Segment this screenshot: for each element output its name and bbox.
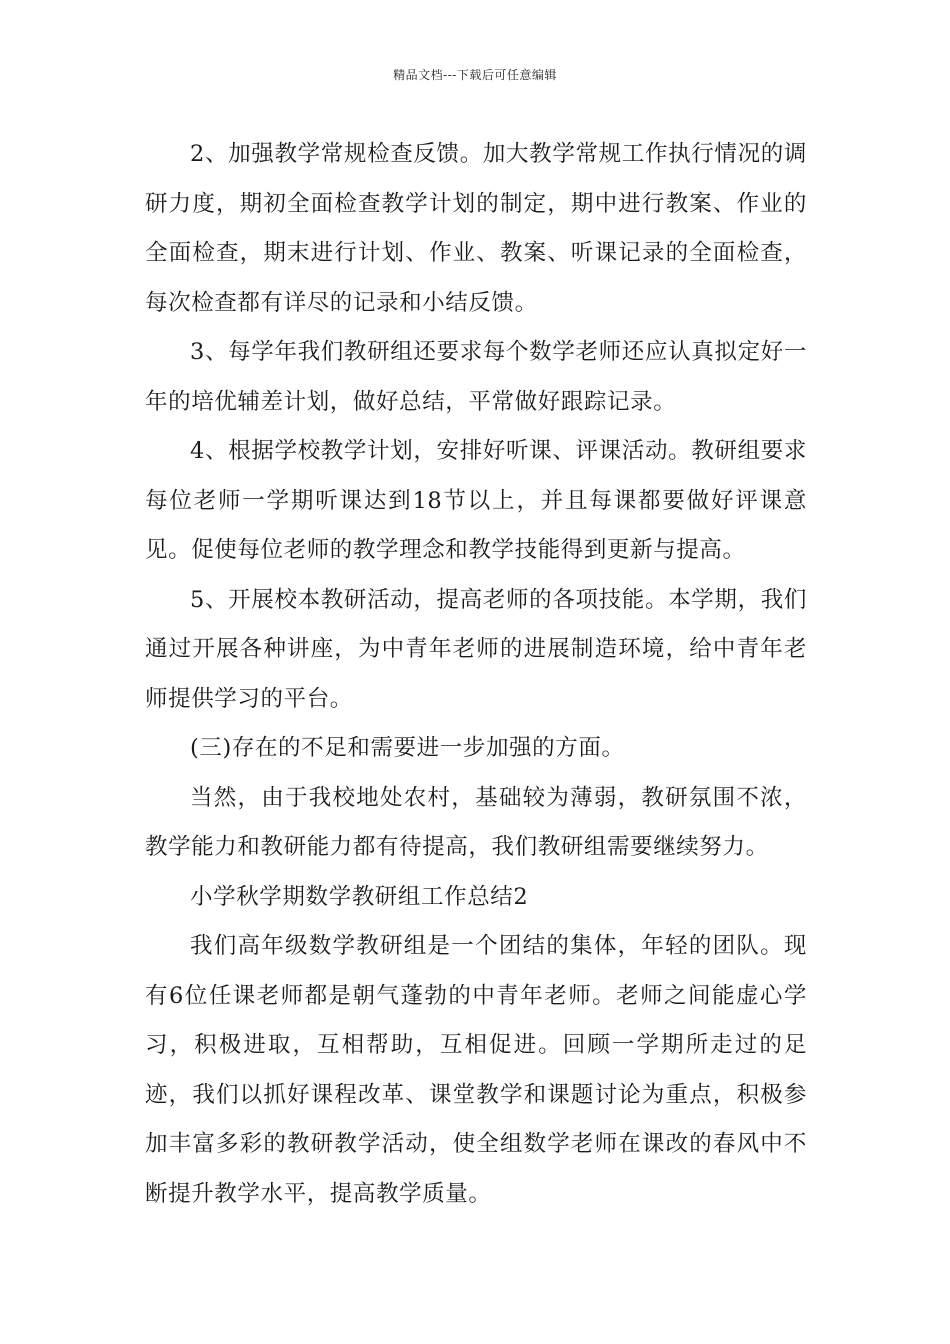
paragraph-item-2: 2、加强教学常规检查反馈。加大教学常规工作执行情况的调研力度，期初全面检查教学计划的制定，期中进行教案、作业的全面检查，期末进行计划、作业、教案、听课记录的全面检查，每次检查都有详尽的记录和小结反馈。 (145, 141, 807, 316)
paragraph-item-5: 5、开展校本教研活动，提高老师的各项技能。本学期，我们通过开展各种讲座，为中青年老师的进展制造环境，给中青年老师提供学习的平台。 (145, 586, 807, 712)
paragraph-shortcomings: 当然，由于我校地处农村，基础较为薄弱，教研氛围不浓，教学能力和教研能力都有待提高，我们教研组需要继续努力。 (145, 784, 807, 860)
document-header: 精品文档---下载后可任意编辑 (393, 68, 557, 82)
section-title-summary-2: 小学秋学期数学教研组工作总结2 (190, 883, 529, 910)
paragraph-summary-2-intro: 我们高年级数学教研组是一个团结的集体，年轻的团队。现有6位任课老师都是朝气蓬勃的中青年老师。老师之间能虚心学习，积极进取，互相帮助，互相促进。回顾一学期所走过的足迹，我们以抓好课程改革、课堂教学和课题讨论为重点，积极参加丰富多彩的教研教学活动，使全组数学老师在课改的春风中不断提升教学水平，提高教学质量。 (145, 933, 807, 1207)
section-heading-shortcomings: (三)存在的不足和需要进一步加强的方面。 (190, 735, 625, 761)
paragraph-item-3: 3、每学年我们教研组还要求每个数学老师还应认真拟定好一年的培优辅差计划，做好总结，平常做好跟踪记录。 (145, 339, 807, 415)
document-body (145, 130, 807, 1219)
paragraph-item-4: 4、根据学校教学计划，安排好听课、评课活动。教研组要求每位老师一学期听课达到18节以上，并且每课都要做好评课意见。促使每位老师的教学理念和教学技能得到更新与提高。 (145, 438, 807, 563)
